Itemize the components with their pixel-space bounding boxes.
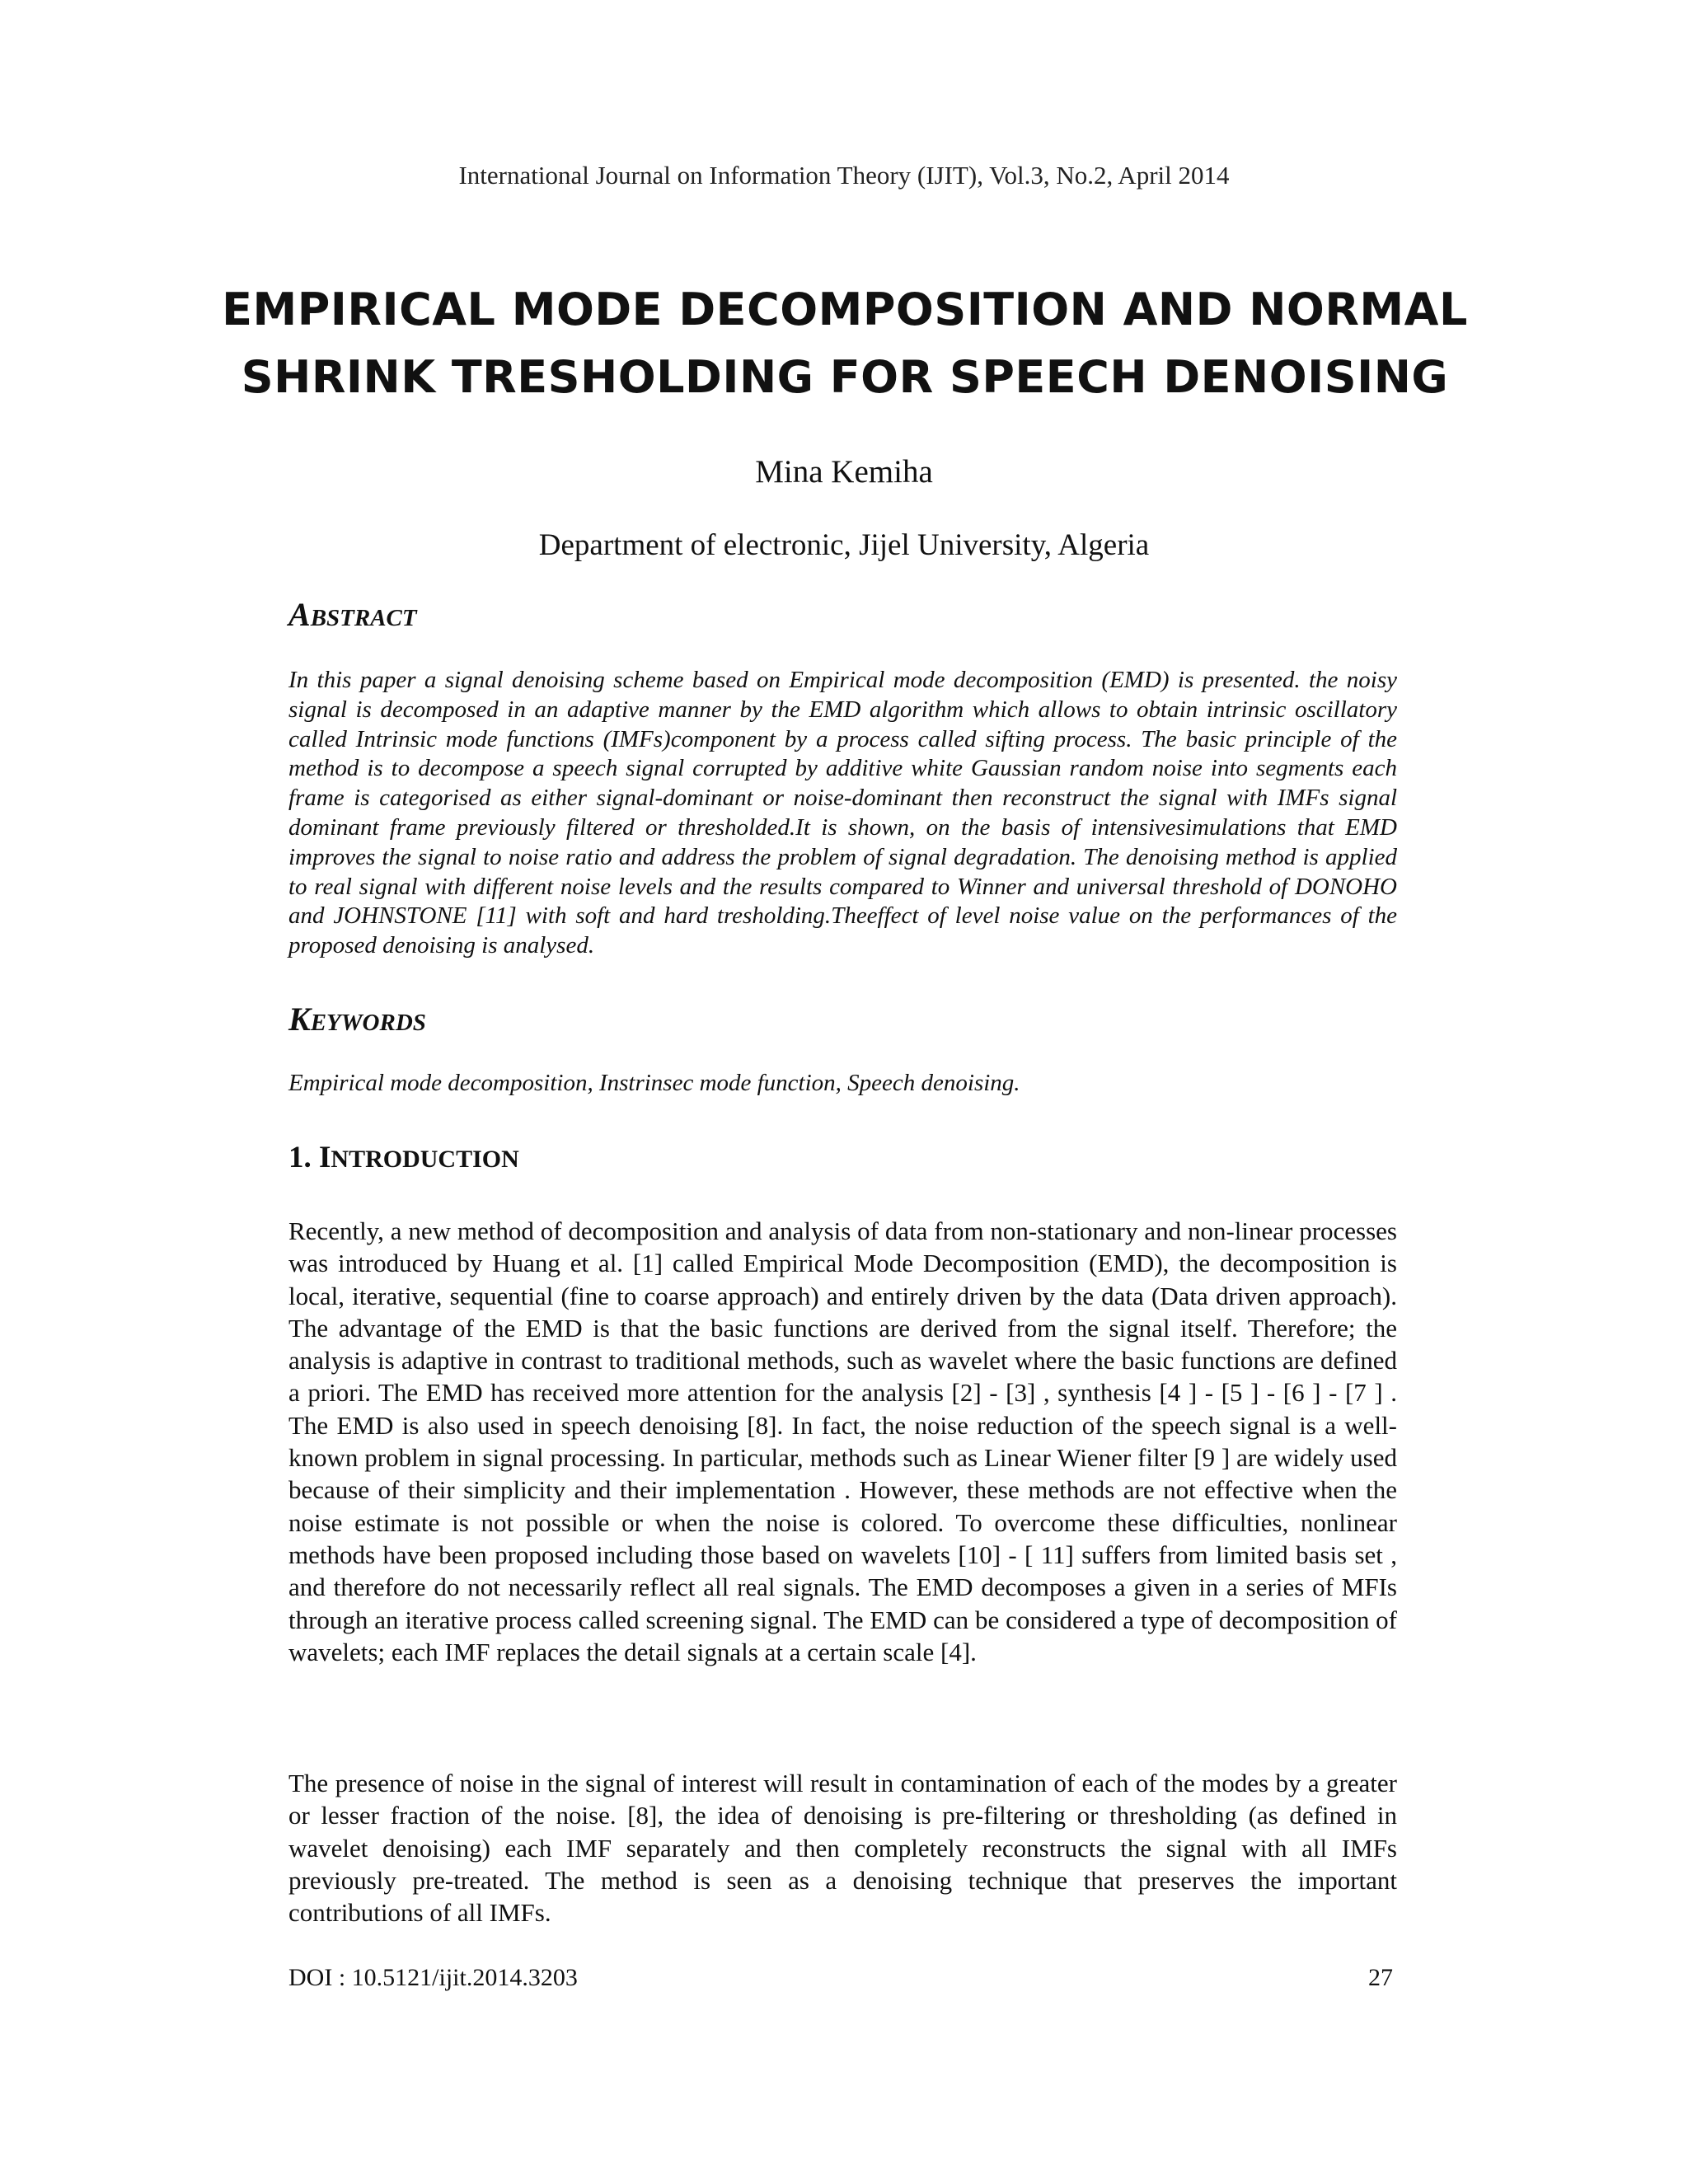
abstract-heading-initial: A (288, 596, 311, 633)
introduction-heading-initial: 1. I (288, 1141, 331, 1174)
introduction-paragraph-1: Recently, a new method of decomposition and analysis of data from non-stationary and non-linear processes was introduced by Huang et al. [1] called Empirical Mode Decomposition (EMD), the decomposition is local, iterative, sequential (fine to coarse approach) and entirely driven by the data (Data driven approach). The advantage of the EMD is that the basic functions are derived from the signal itself. Therefore; the analysis is adaptive in contrast to traditional methods, such as wavelet where the basic functions are defined a priori. The EMD has received more attention for the analysis [2] - [3] , synthesis [4 ] - [5 ] - [6 ] - [7 ] . The EMD is also used in speech denoising [8]. In fact, the noise reduction of the speech signal is a well-known problem in signal processing. In particular, methods such as Linear Wiener filter [9 ] are widely used because of their simplicity and their implementation . However, these methods are not effective when the noise estimate is not possible or when the noise is colored. To overcome these difficulties, nonlinear methods have been proposed including those based on wavelets [10] - [ 11] suffers from limited basis set , and therefore do not necessarily reflect all real signals. The EMD decomposes a given in a series of MFIs through an iterative process called screening signal. The EMD can be considered a type of decomposition of wavelets; each IMF replaces the detail signals at a certain scale [4]. (288, 1216, 1397, 1666)
abstract-text: In this paper a signal denoising scheme based on Empirical mode decomposition (EMD) is presented. the noisy signal is decomposed in an adaptive manner by the EMD algorithm which allows to obtain intrinsic oscillatory called Intrinsic mode functions (IMFs)component by a process called sifting process. The basic principle of the method is to decompose a speech signal corrupted by additive white Gaussian random noise into segments each frame is categorised as either signal-dominant or noise-dominant then reconstruct the signal with IMFs signal dominant frame previously filtered or thresholded.It is shown, on the basis of intensivesimulations that EMD improves the signal to noise ratio and address the problem of signal degradation. The denoising method is applied to real signal with different noise levels and the results compared to Winner and universal threshold of DONOHO and JOHNSTONE [11] with soft and hard tresholding.Theeffect of level noise value on the performances of the proposed denoising is analysed. (288, 667, 1397, 959)
running-header: International Journal on Information Theory (IJIT), Vol.3, No.2, April 2014 (458, 161, 1230, 190)
footer-doi: DOI : 10.5121/ijit.2014.3203 (288, 1964, 578, 1991)
title-line-2: SHRINK TRESHOLDING FOR SPEECH DENOISING (241, 351, 1449, 403)
keywords-heading (288, 1000, 426, 1038)
paper-title (132, 276, 1558, 411)
author-name: Mina Kemiha (755, 454, 933, 490)
abstract-heading-rest: BSTRACT (310, 605, 417, 631)
keywords-heading-rest: EYWORDS (310, 1010, 426, 1036)
keywords-text: Empirical mode decomposition, Instrinsec mode function, Speech denoising. (288, 1070, 1020, 1096)
keywords-heading-initial: K (288, 1001, 311, 1038)
abstract-heading (288, 595, 417, 634)
title-line-1: EMPIRICAL MODE DECOMPOSITION AND NORMAL (222, 284, 1468, 335)
introduction-heading (288, 1140, 519, 1175)
author-affiliation: Department of electronic, Jijel University, Algeria (538, 528, 1150, 562)
introduction-paragraph-2: The presence of noise in the signal of interest will result in contamination of each of the modes by a greater or lesser fraction of the noise. [8], the idea of denoising is pre-filtering or thresholding (as defined in wavelet denoising) each IMF separately and then completely reconstructs the signal with all IMFs previously pre-treated. The method is seen as a denoising technique that preserves the important contributions of all IMFs. (288, 1769, 1397, 1928)
introduction-heading-rest: NTRODUCTION (331, 1146, 519, 1173)
page-number: 27 (1368, 1964, 1393, 1991)
